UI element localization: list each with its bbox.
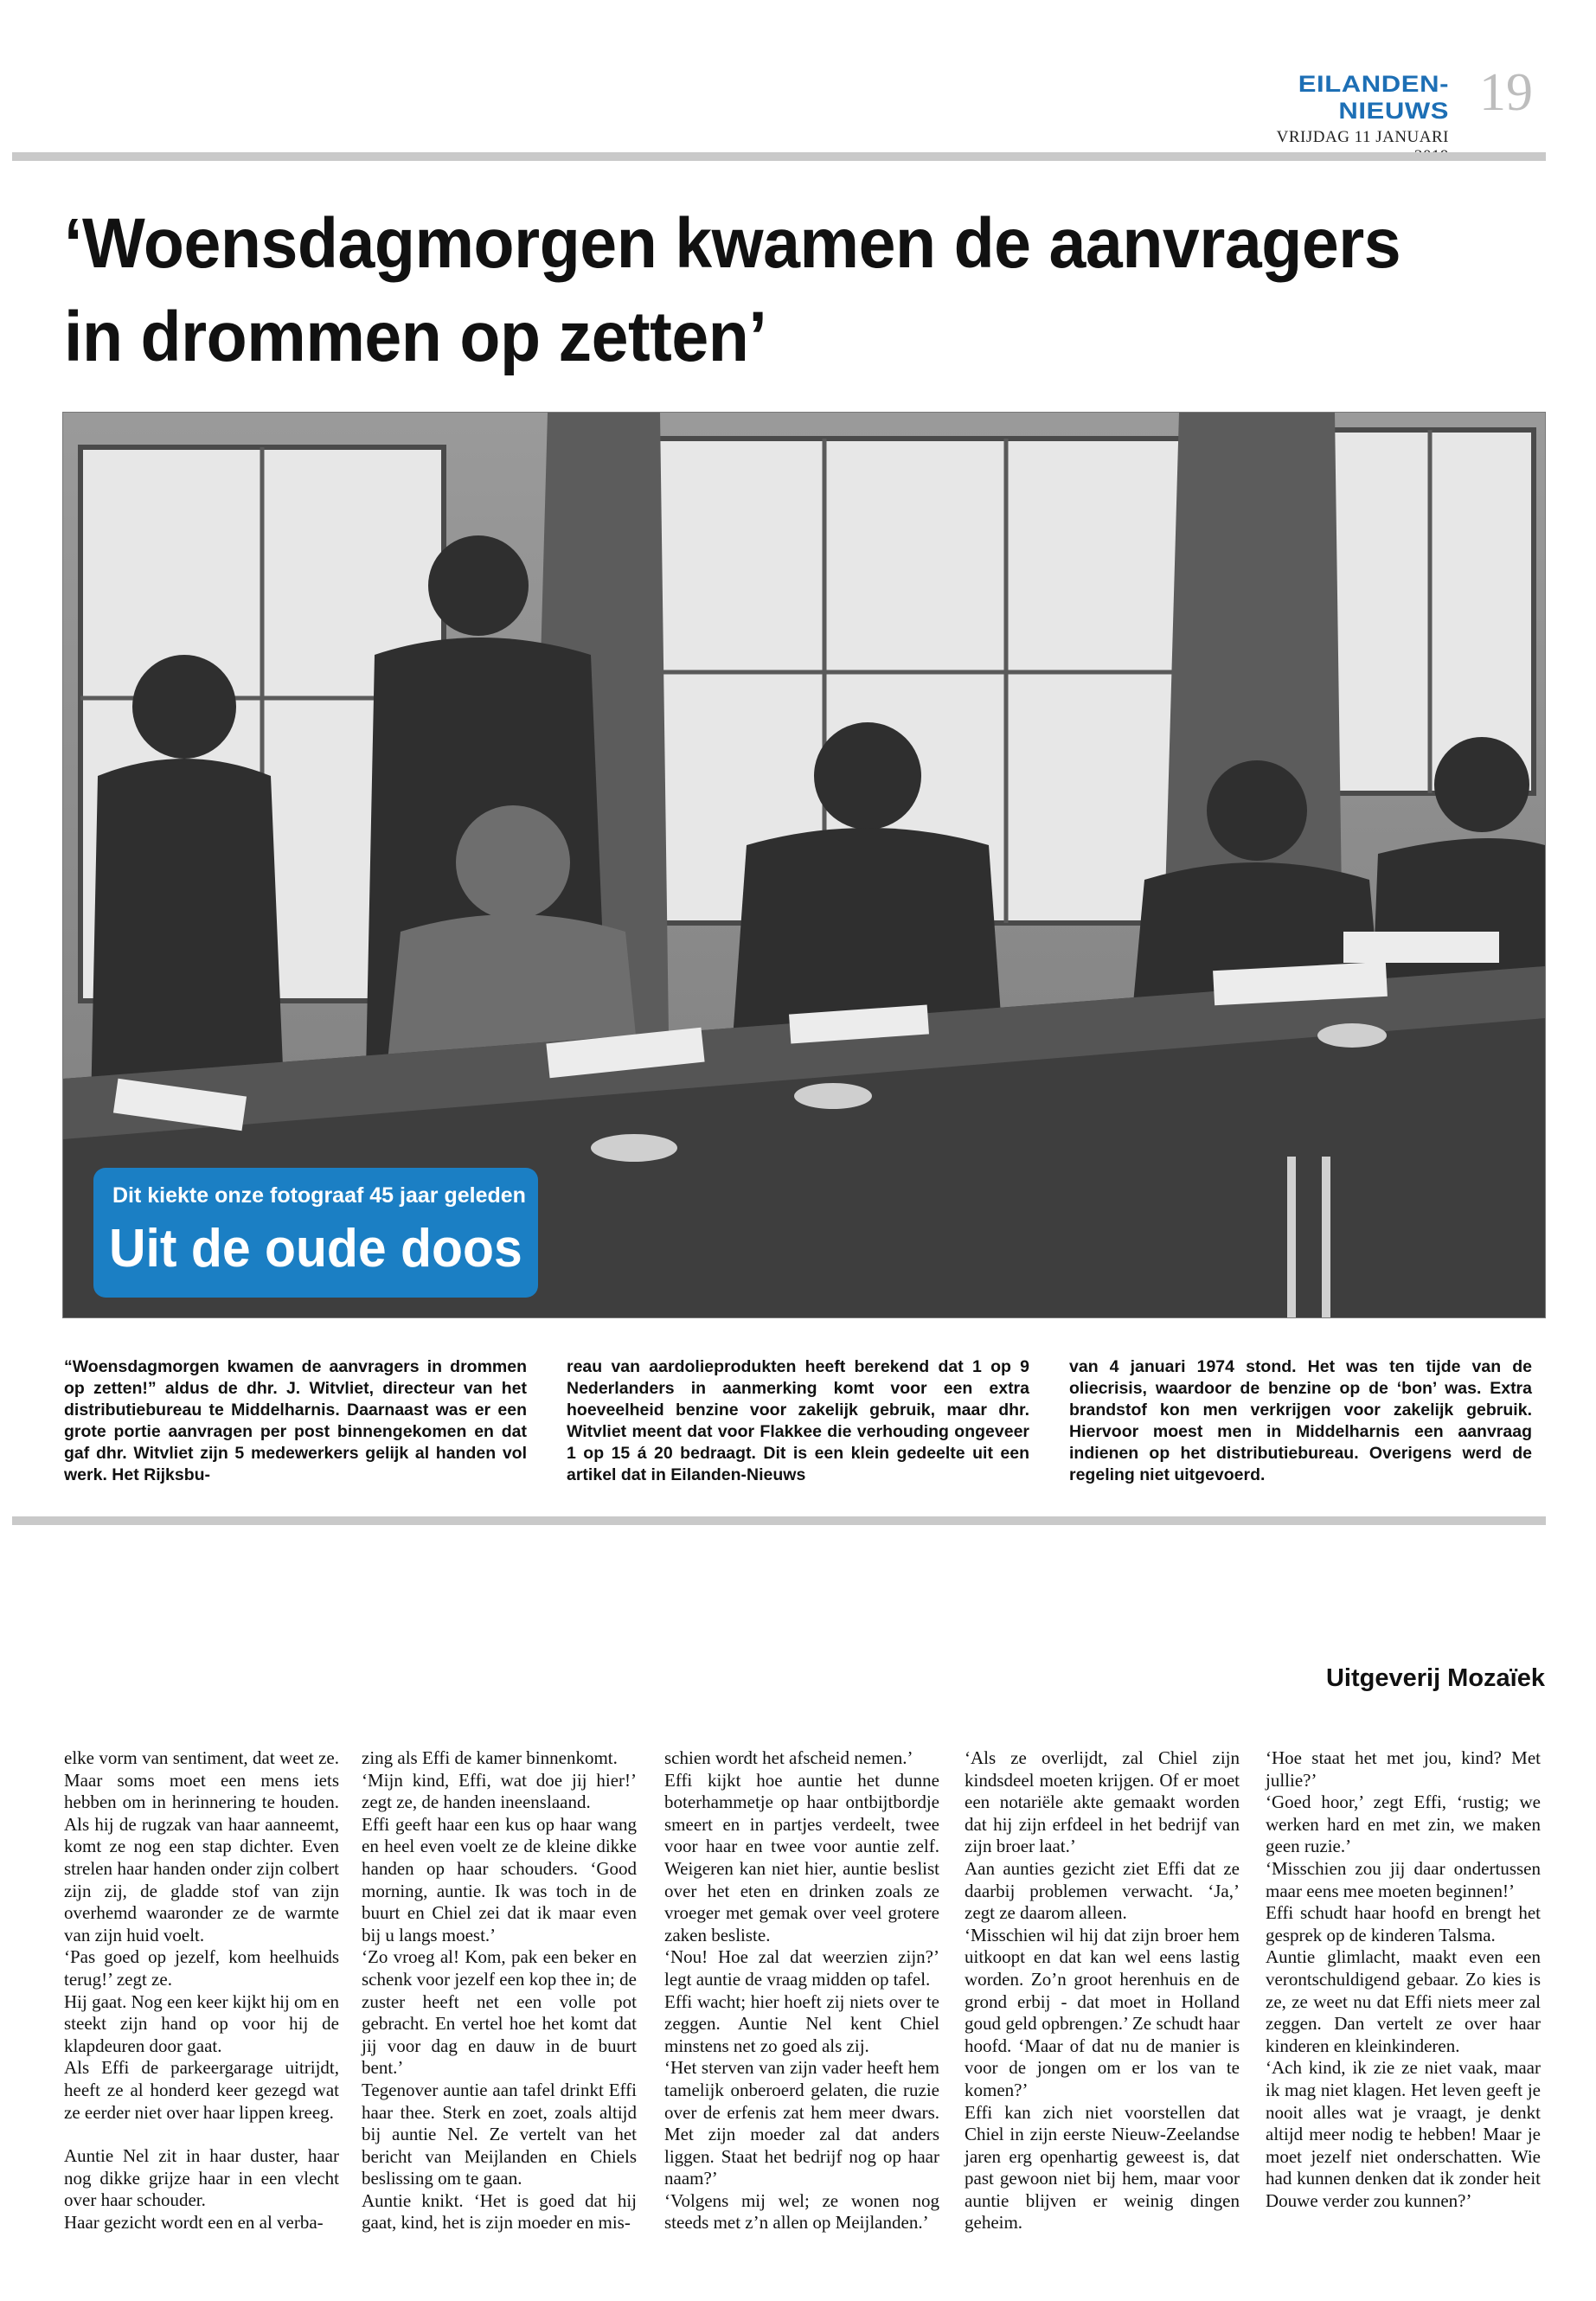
caption-column-2: reau van aardolieprodukten heeft berekend dat 1 op 9 Nederlanders in aanmerking komt voor een extra hoeveelheid benzine voor zakelijk gebruik, maar dhr. Witvliet meent dat voor Flakkee die verhouding ongeveer 1 op 15 á 20 bedraagt. Dit is een klein gedeelte uit een artikel dat in Eilanden-Nieuws [567,1357,1029,1484]
paragraph: zing als Effi de kamer binnenkomt. [362,1747,618,1768]
top-divider [12,152,1546,161]
issue-date: VRIJDAG 11 JANUARI [1276,128,1449,146]
paragraph: Hij gaat. Nog een keer kijkt hij om en steekt zijn hand op voor hij de klapdeuren door gaat. [64,1990,339,2056]
paragraph: ‘Ach kind, ik zie ze niet vaak, maar ik mag niet klagen. Het leven geeft je nooit alles wat je vraagt, je denkt altijd meer nodig te hebben! Maar je moet jezelf niet onderschatten. Wie had kunnen denken dat ik zonder heit Douwe verder zou kunnen?’ [1266,2057,1541,2211]
paragraph: schien wordt het afscheid nemen.’ [664,1747,913,1768]
newspaper-logo: EILANDEN-NIEUWS [1298,71,1449,124]
section-divider [12,1516,1546,1525]
photo-tag-title: Uit de oude doos [109,1219,522,1279]
paragraph: ‘Misschien wil hij dat zijn broer hem uitkoopt en dat kan wel eens lastig worden. Zo’n groot herenhuis en de grond erbij - dat moet in Holland goud geld opbrengen.’ Ze schudt haar hoofd. ‘Maar of dat nu de manier is voor de jongen om er los van te komen?’ [965,1924,1240,2100]
article-headline: ‘Woensdagmorgen kwamen de aanvragers in drommen op zetten’ [64,204,1401,376]
paragraph: ‘Nou! Hoe zal dat weerzien zijn?’ legt auntie de vraag midden op tafel. [664,1946,939,1990]
paragraph: ‘Pas goed op jezelf, kom heelhuids terug!’ zegt ze. [64,1946,339,1990]
paragraph: Haar gezicht wordt een en al verba- [64,2211,324,2233]
paragraph: ‘Het sterven van zijn vader heeft hem tamelijk onberoerd gelaten, die ruzie over de erfenis zat hem meer dwars. Met zijn moeder zal dat anders liggen. Staat het bedrijf nog op haar naam?’ [664,2057,939,2189]
story-column-4 [965,1747,1240,2234]
paragraph: Auntie Nel zit in haar duster, haar nog dikke grijze haar in een vlecht over haar schouder. [64,2145,339,2211]
paragraph: ‘Hoe staat het met jou, kind? Met jullie?’ [1266,1747,1541,1791]
story-column-1 [64,1747,339,2234]
story-column-2 [362,1747,637,2234]
photo-tag-subtitle: Dit kiekte onze fotograaf 45 jaar geleden [112,1183,526,1208]
paragraph: ‘Mijn kind, Effi, wat doe jij hier!’ zegt ze, de handen ineenslaand. [362,1769,637,1813]
paragraph: Auntie glimlacht, maakt even een verontschuldigend gebaar. Zo kies is ze, ze weet nu dat Effi niets meer zal zeggen. Dan vertelt ze over haar kinderen en kleinkinderen. [1266,1946,1541,2056]
paragraph: ‘Goed hoor,’ zegt Effi, ‘rustig; we werken hard en met zin, we maken geen ruzie.’ [1266,1791,1541,1857]
story-column-5 [1266,1747,1541,2212]
paragraph: ‘Volgens mij wel; ze wonen nog steeds met z’n allen op Meijlanden.’ [664,2189,939,2234]
page-number: 19 [1479,63,1533,122]
paragraph: Effi kijkt hoe auntie het dunne boterhammetje op haar ontbijtbordje smeert en in partjes verdeelt, twee voor haar en twee voor auntie zelf. Weigeren kan niet hier, auntie beslist over het eten en drinken zoals ze vroeger met gemak over veel grotere zaken besliste. [664,1769,939,1945]
paragraph: elke vorm van sentiment, dat weet ze. Maar soms moet een mens iets hebben om in herinnering te houden. Als hij de rugzak van haar aanneemt, komt ze nog een stap dichter. Even strelen haar handen onder zijn colbert zijn zij, de gladde stof van zijn overhemd waaronder ze de warmte van zijn huid voelt. [64,1747,339,1945]
paragraph: Effi kan zich niet voorstellen dat Chiel in zijn eerste Nieuw-Zeelandse jaren erg openhartig geweest is, dat past gewoon niet bij hem, maar voor auntie blijven er weinig dingen geheim. [965,2101,1240,2234]
caption-column-3: van 4 januari 1974 stond. Het was ten tijde van de oliecrisis, waardoor de benzine op de ‘bon’ was. Extra brandstof kon men verkrijgen voor zakelijk gebruik. Hiervoor moest men in Middelharnis een aanvraag indienen op het distributiebureau. Overigens werd de regeling niet uitgevoerd. [1069,1357,1532,1484]
paragraph: ‘Misschien zou jij daar ondertussen maar eens mee moeten beginnen!’ [1266,1857,1541,1901]
paragraph: Effi schudt haar hoofd en brengt het gesprek op de kinderen Talsma. [1266,1902,1541,1945]
paragraph: Auntie knikt. ‘Het is goed dat hij gaat, kind, het is zijn moeder en mis- [362,2189,637,2234]
story-column-3 [664,1747,939,2234]
publisher-credit: Uitgeverij Mozaïek [1325,1664,1545,1692]
paragraph: Als Effi de parkeergarage uitrijdt, heeft ze al honderd keer gezegd wat ze eerder niet over haar lippen kreeg. [64,2057,339,2123]
paragraph: ‘Zo vroeg al! Kom, pak een beker en schenk voor jezelf een kop thee in; de zuster heeft net een volle pot gebracht. En vertel hoe het komt dat jij voor dag en dauw in de buurt bent.’ [362,1946,637,2079]
paragraph: Effi wacht; hier hoeft zij niets over te zeggen. Auntie Nel kent Chiel minstens net zo goed als zij. [664,1990,939,2056]
paragraph: Tegenover auntie aan tafel drinkt Effi haar thee. Sterk en zoet, zoals altijd bij auntie Nel. Ze vertelt van het bericht van Meijlanden en Chiels beslissing om te gaan. [362,2079,637,2189]
photo-tag-box [93,1168,538,1298]
caption-column-1: “Woensdagmorgen kwamen de aanvragers in drommen op zetten!” aldus de dhr. J. Witvliet, directeur van het distributiebureau te Middelharnis. Daarnaast was er een grote portie aanvragen per post binnengekomen en dat gaf dhr. Witvliet zijn 5 medewerkers gelijk al handen vol werk. Het Rijksbu- [64,1357,527,1484]
paragraph: Aan aunties gezicht ziet Effi dat ze daarbij problemen verwacht. ‘Ja,’ zegt ze daarom alleen. [965,1857,1240,1924]
paragraph: Effi geeft haar een kus op haar wang en heel even voelt ze de kleine dikke handen op haar schouders. ‘Good morning, auntie. Ik was toch in de buurt en Chiel zei dat ik maar even bij u langs moest.’ [362,1813,637,1945]
paragraph: ‘Als ze overlijdt, zal Chiel zijn kindsdeel moeten krijgen. Of er moet een notariële akte gemaakt worden dat hij zijn erfdeel in het bedrijf van zijn broer laat.’ [965,1747,1240,1857]
